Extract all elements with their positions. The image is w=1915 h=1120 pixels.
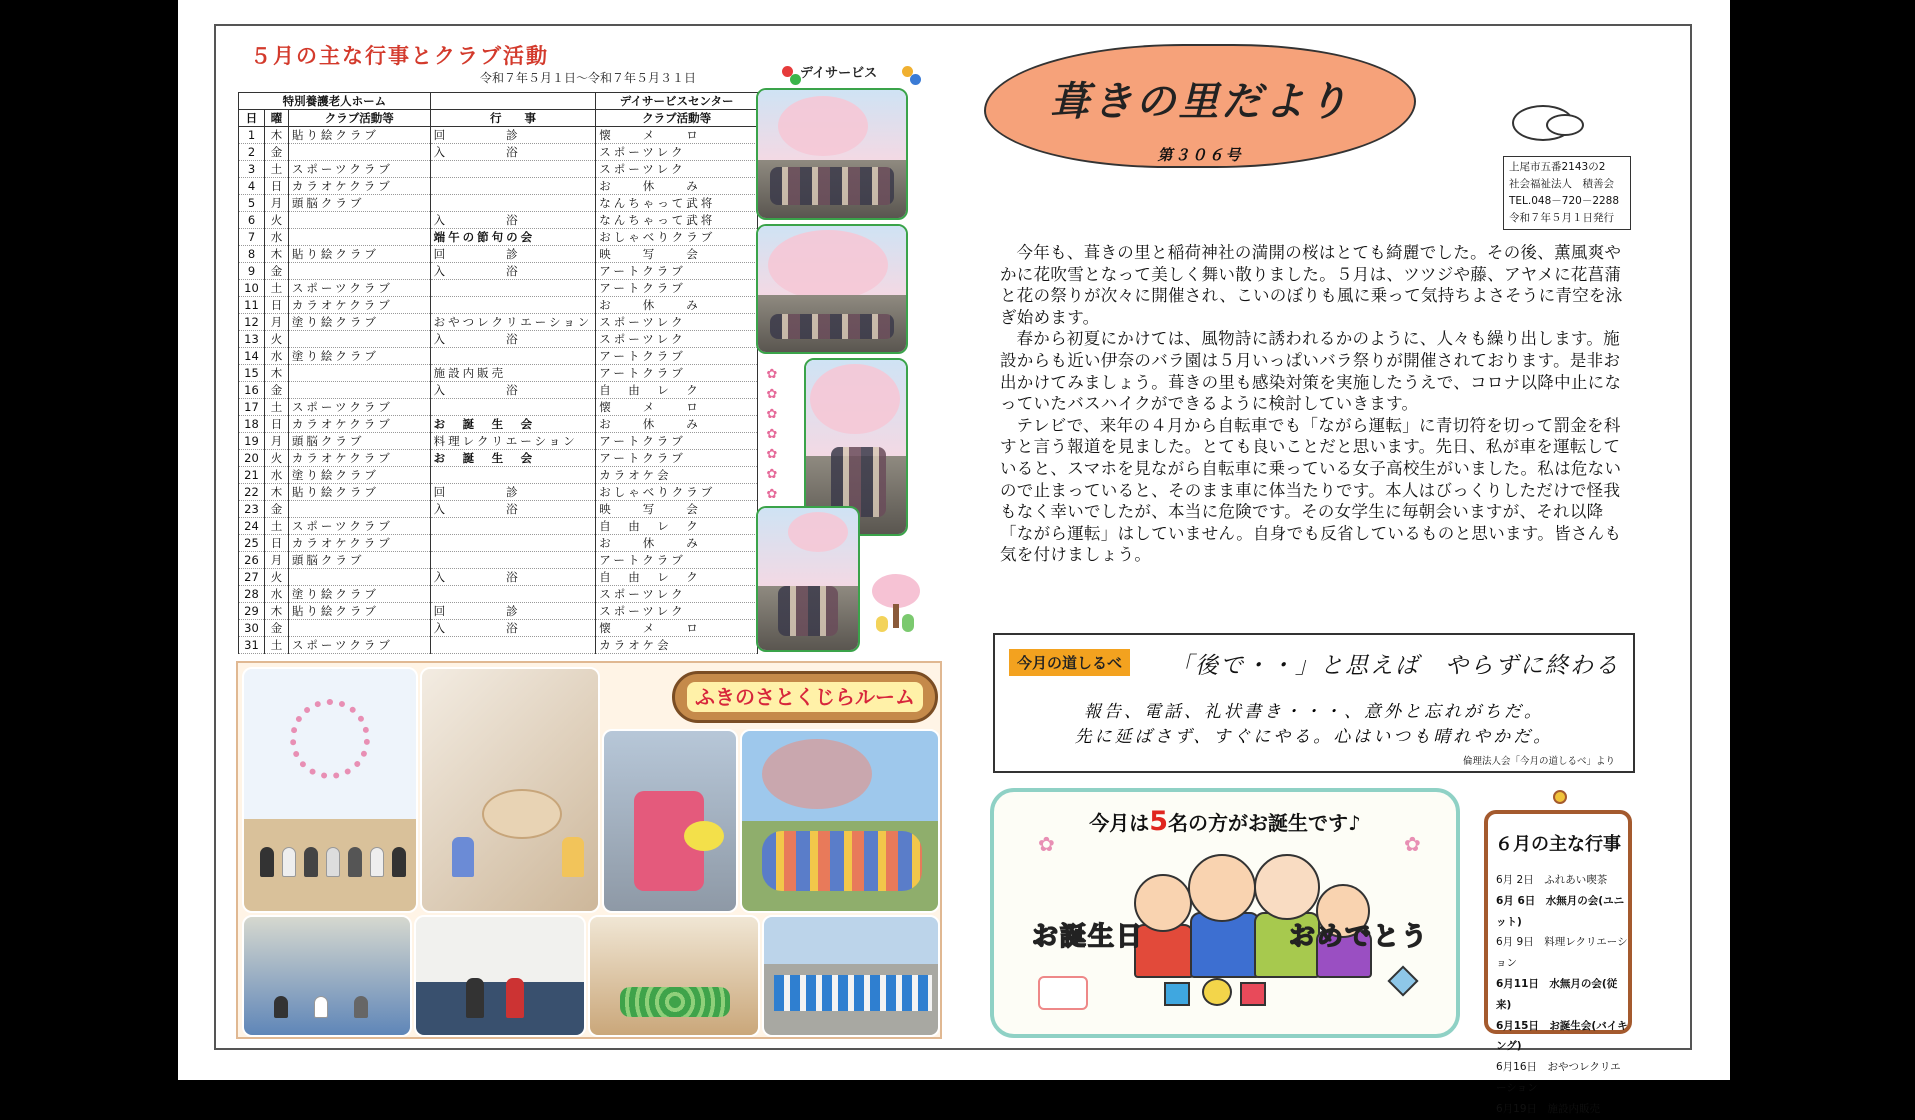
club-cell [288, 263, 430, 280]
event-cell: 入 浴 [430, 263, 596, 280]
weekday-cell: 水 [264, 586, 288, 603]
flower-right-icon: ✿ [1404, 832, 1421, 856]
weekday-cell: 月 [264, 433, 288, 450]
ds-club-cell: 懐 メ ロ [596, 620, 758, 637]
tel-line: TEL.048－720－2288 [1509, 195, 1620, 207]
schedule-date-range: 令和７年５月１日～令和７年５月３１日 [480, 71, 697, 85]
newsletter-sheet [178, 0, 1730, 1115]
flowers-icon [1202, 978, 1232, 1006]
col-ds-club: クラブ活動等 [596, 110, 758, 127]
ds-club-cell: 懐 メ ロ [596, 399, 758, 416]
event-cell: 入 浴 [430, 382, 596, 399]
publisher-box [1503, 156, 1631, 230]
event-cell: 入 浴 [430, 620, 596, 637]
club-cell: 貼り絵クラブ [288, 603, 430, 620]
weekday-cell: 火 [264, 450, 288, 467]
schedule-row [239, 280, 758, 297]
ds-club-cell: アートクラブ [596, 280, 758, 297]
ds-club-cell: なんちゃって武将 [596, 195, 758, 212]
club-cell: 頭脳クラブ [288, 433, 430, 450]
june-event-item: 6月19日 施設内販売 [1496, 1102, 1601, 1115]
weekday-cell: 日 [264, 535, 288, 552]
ds-club-cell: 映 写 会 [596, 246, 758, 263]
event-cell: 回 診 [430, 603, 596, 620]
ds-club-cell: 映 写 会 [596, 501, 758, 518]
schedule-row [239, 484, 758, 501]
schedule-row [239, 331, 758, 348]
day-cell: 13 [239, 331, 265, 348]
schedule-row [239, 382, 758, 399]
ds-club-cell: アートクラブ [596, 552, 758, 569]
col-day: 日 [239, 110, 265, 127]
event-cell: 回 診 [430, 127, 596, 144]
event-spacer-header [430, 93, 596, 110]
masthead [984, 44, 1416, 168]
schedule-row [239, 552, 758, 569]
event-cell [430, 586, 596, 603]
club-cell: 貼り絵クラブ [288, 484, 430, 501]
day-cell: 10 [239, 280, 265, 297]
day-cell: 28 [239, 586, 265, 603]
event-cell: 料理レクリエーション [430, 433, 596, 450]
weekday-cell: 火 [264, 569, 288, 586]
event-cell: 入 浴 [430, 501, 596, 518]
birthday-card [990, 788, 1460, 1038]
event-cell [430, 297, 596, 314]
birthday-banner-left: お誕生日 [1032, 922, 1145, 952]
june-event-item: 6月 2日 ふれあい喫茶 [1496, 874, 1608, 886]
ds-club-cell: 懐 メ ロ [596, 127, 758, 144]
main-article [1000, 242, 1626, 566]
schedule-row [239, 178, 758, 195]
ds-club-cell: スポーツレク [596, 586, 758, 603]
event-cell [430, 178, 596, 195]
schedule-row [239, 399, 758, 416]
club-cell: スポーツクラブ [288, 637, 430, 654]
club-cell [288, 331, 430, 348]
event-cell [430, 348, 596, 365]
day-cell: 4 [239, 178, 265, 195]
weekday-cell: 土 [264, 280, 288, 297]
monthly-motto-box [993, 633, 1635, 773]
club-cell: スポーツクラブ [288, 161, 430, 178]
club-cell: 塗り絵クラブ [288, 348, 430, 365]
article-paragraph: テレビで、来年の４月から自転車でも「ながら運転」に青切符を切って罰金を科すと言う報道を見ました。とても良いことだと思います。先日、私が車を運転していると、スマホを見ながら自転車に乗っている女子高校生がいました。私は危ないので止まっていると、そのまま車に体当たりです。本人はびっくりしただけで怪我もなく幸いでしたが、本当に危険です。その女学生に毎朝会いますが、それ以降「ながら運転」はしていません。自身でも反省しているものと思います。皆さんも気を付けましょう。 [1000, 415, 1622, 565]
weekday-cell: 金 [264, 144, 288, 161]
club-cell [288, 501, 430, 518]
schedule-row [239, 586, 758, 603]
day-service-photo-2 [756, 224, 908, 354]
schedule-row [239, 246, 758, 263]
event-cell [430, 535, 596, 552]
event-cell: 回 診 [430, 484, 596, 501]
birthday-banner-right: おめでとう [1289, 922, 1430, 952]
day-cell: 31 [239, 637, 265, 654]
schedule-row [239, 348, 758, 365]
weekday-cell: 土 [264, 637, 288, 654]
day-service-photo-1 [756, 88, 908, 220]
ds-club-cell: おしゃべりクラブ [596, 229, 758, 246]
col-event: 行 事 [430, 110, 596, 127]
weekday-cell: 木 [264, 603, 288, 620]
pin-icon [1553, 790, 1567, 804]
schedule-row [239, 229, 758, 246]
ds-club-cell: アートクラブ [596, 433, 758, 450]
event-cell: 入 浴 [430, 331, 596, 348]
article-paragraph: 春から初夏にかけては、風物詩に誘われるかのように、人々も繰り出します。施設からも近い伊奈のバラ園は５月いっぱいバラ祭りが開催されております。是非お出かけてみましょう。葺きの里も感染対策を実施したうえで、コロナ以降中止になっていたバスハイクができるように検討していきます。 [1000, 329, 1622, 414]
june-event-item: 6月 9日 料理レクリエーション [1496, 936, 1628, 970]
club-cell: 頭脳クラブ [288, 195, 430, 212]
schedule-row [239, 127, 758, 144]
schedule-row [239, 535, 758, 552]
balloon-icon [1387, 965, 1418, 996]
day-cell: 1 [239, 127, 265, 144]
schedule-row [239, 569, 758, 586]
day-cell: 8 [239, 246, 265, 263]
ds-club-cell: カラオケ会 [596, 637, 758, 654]
weekday-cell: 日 [264, 297, 288, 314]
day-cell: 27 [239, 569, 265, 586]
day-cell: 2 [239, 144, 265, 161]
kids-photo-1 [242, 667, 418, 913]
day-service-label: デイサービス [800, 66, 878, 81]
schedule-row [239, 518, 758, 535]
kids-photo-4 [740, 729, 940, 913]
schedule-row [239, 620, 758, 637]
day-cell: 9 [239, 263, 265, 280]
weekday-cell: 水 [264, 467, 288, 484]
day-cell: 12 [239, 314, 265, 331]
birthday-post: 名の方がお誕生です♪ [1168, 811, 1361, 835]
weekday-cell: 日 [264, 178, 288, 195]
day-cell: 5 [239, 195, 265, 212]
kids-photo-7 [588, 915, 760, 1037]
day-cell: 18 [239, 416, 265, 433]
day-cell: 15 [239, 365, 265, 382]
schedule-row [239, 144, 758, 161]
club-cell: 貼り絵クラブ [288, 127, 430, 144]
schedule-row [239, 212, 758, 229]
club-cell: スポーツクラブ [288, 399, 430, 416]
club-cell [288, 144, 430, 161]
schedule-row [239, 416, 758, 433]
cake-icon [1038, 976, 1088, 1010]
schedule-title: ５月の主な行事とクラブ活動 [250, 44, 549, 68]
club-cell: カラオケクラブ [288, 535, 430, 552]
schedule-row [239, 433, 758, 450]
schedule-row [239, 450, 758, 467]
birthday-count: 5 [1149, 806, 1169, 837]
weekday-cell: 木 [264, 484, 288, 501]
address-line: 上尾市五番2143の2 [1509, 161, 1606, 173]
ds-club-cell: スポーツレク [596, 144, 758, 161]
ds-club-cell: アートクラブ [596, 450, 758, 467]
june-title: ６月の主な行事 [1495, 834, 1621, 855]
ds-club-cell: アートクラブ [596, 365, 758, 382]
motto-line-1: 報告、電話、礼状書き・・・、意外と忘れがちだ。 [1084, 702, 1544, 722]
decor-oval-small-icon [1546, 114, 1584, 136]
event-cell [430, 161, 596, 178]
schedule-row [239, 501, 758, 518]
day-cell: 22 [239, 484, 265, 501]
schedule-table [238, 92, 758, 654]
kids-photo-8 [762, 915, 940, 1037]
present-icon [1240, 982, 1266, 1006]
day-cell: 24 [239, 518, 265, 535]
event-cell [430, 467, 596, 484]
weekday-cell: 土 [264, 518, 288, 535]
schedule-row [239, 467, 758, 484]
club-cell [288, 365, 430, 382]
event-cell [430, 195, 596, 212]
weekday-cell: 金 [264, 501, 288, 518]
day-cell: 3 [239, 161, 265, 178]
kids-room-section [236, 661, 942, 1039]
schedule-row [239, 161, 758, 178]
article-paragraph: 今年も、葺きの里と稲荷神社の満開の桜はとても綺麗でした。その後、薫風爽やかに花吹雪となって美しく舞い散りました。５月は、ツツジや藤、アヤメに花菖蒲と花の祭りが次々に開催され、こいのぼりも風に乗って気持ちよさそうに青空を泳ぎ始めます。 [1000, 243, 1623, 327]
ds-club-cell: スポーツレク [596, 314, 758, 331]
club-cell [288, 620, 430, 637]
day-cell: 25 [239, 535, 265, 552]
day-cell: 14 [239, 348, 265, 365]
kids-photo-5 [242, 915, 412, 1037]
issue-number: 第３０６号 [1157, 146, 1243, 164]
weekday-cell: 木 [264, 127, 288, 144]
june-event-item: 6月11日 水無月の会(従来) [1496, 977, 1618, 1011]
schedule-row [239, 263, 758, 280]
day-cell: 11 [239, 297, 265, 314]
club-cell: カラオケクラブ [288, 178, 430, 195]
col-club: クラブ活動等 [288, 110, 430, 127]
day-cell: 19 [239, 433, 265, 450]
ds-club-cell: 自 由 レ ク [596, 518, 758, 535]
schedule-row [239, 637, 758, 654]
ds-club-cell: アートクラブ [596, 348, 758, 365]
org-line: 社会福祉法人 積善会 [1509, 178, 1614, 190]
birthday-title [994, 806, 1456, 837]
event-cell [430, 518, 596, 535]
club-cell: 貼り絵クラブ [288, 246, 430, 263]
event-cell [430, 280, 596, 297]
schedule-row [239, 314, 758, 331]
weekday-cell: 水 [264, 229, 288, 246]
kids-photo-3 [602, 729, 738, 913]
weekday-cell: 月 [264, 314, 288, 331]
motto-tag: 今月の道しるべ [1009, 649, 1130, 676]
club-cell: カラオケクラブ [288, 297, 430, 314]
ds-club-cell: カラオケ会 [596, 467, 758, 484]
day-cell: 29 [239, 603, 265, 620]
club-cell [288, 229, 430, 246]
day-cell: 6 [239, 212, 265, 229]
kids-room-title-board [672, 671, 938, 723]
cherry-tree-illustration-icon [868, 574, 924, 634]
day-cell: 16 [239, 382, 265, 399]
motto-headline: 「後で・・」と思えば やらずに終わる [1170, 653, 1620, 679]
kids-photo-6 [414, 915, 586, 1037]
ds-club-cell: お 休 み [596, 297, 758, 314]
day-cell: 17 [239, 399, 265, 416]
day-cell: 30 [239, 620, 265, 637]
schedule-row [239, 603, 758, 620]
motto-line-2: 先に延ばさず、すぐにやる。心はいつも晴れやかだ。 [1074, 727, 1554, 747]
motto-source: 倫理法人会「今月の道しるべ」より [1462, 756, 1615, 767]
ds-club-cell: お 休 み [596, 416, 758, 433]
ds-club-cell: スポーツレク [596, 603, 758, 620]
june-event-list [1496, 870, 1628, 1120]
day-cell: 7 [239, 229, 265, 246]
event-cell: お 誕 生 会 [430, 416, 596, 433]
event-cell: 入 浴 [430, 212, 596, 229]
event-cell [430, 399, 596, 416]
club-cell: 塗り絵クラブ [288, 467, 430, 484]
group-home-header: 特別養護老人ホーム [239, 93, 431, 110]
ds-club-cell: なんちゃって武将 [596, 212, 758, 229]
schedule-row [239, 297, 758, 314]
kids-photo-2 [420, 667, 600, 913]
weekday-cell: 金 [264, 382, 288, 399]
weekday-cell: 月 [264, 195, 288, 212]
newsletter-title: 葺きの里だより [1049, 79, 1351, 125]
club-cell: 塗り絵クラブ [288, 314, 430, 331]
ds-club-cell: お 休 み [596, 535, 758, 552]
event-cell: 施設内販売 [430, 365, 596, 382]
weekday-cell: 日 [264, 416, 288, 433]
event-cell [430, 637, 596, 654]
cherry-blossom-decor-icon: ✿ ✿ ✿ ✿ ✿ ✿ ✿ [766, 367, 778, 502]
club-cell: カラオケクラブ [288, 450, 430, 467]
present-icon [1164, 982, 1190, 1006]
day-cell: 20 [239, 450, 265, 467]
weekday-cell: 土 [264, 161, 288, 178]
club-cell: 頭脳クラブ [288, 552, 430, 569]
club-cell [288, 382, 430, 399]
day-cell: 21 [239, 467, 265, 484]
weekday-cell: 火 [264, 212, 288, 229]
club-cell [288, 212, 430, 229]
weekday-cell: 金 [264, 620, 288, 637]
club-cell: 塗り絵クラブ [288, 586, 430, 603]
event-cell [430, 552, 596, 569]
weekday-cell: 金 [264, 263, 288, 280]
day-cell: 23 [239, 501, 265, 518]
club-cell: スポーツクラブ [288, 518, 430, 535]
event-cell: 入 浴 [430, 144, 596, 161]
flower-left-icon: ✿ [1038, 832, 1055, 856]
ds-club-cell: スポーツレク [596, 161, 758, 178]
event-cell: お 誕 生 会 [430, 450, 596, 467]
club-cell [288, 569, 430, 586]
ds-club-cell: 自 由 レ ク [596, 569, 758, 586]
june-event-item: 6月15日 お誕生会(バイキング) [1496, 1019, 1628, 1053]
schedule-row [239, 365, 758, 382]
ds-club-cell: 自 由 レ ク [596, 382, 758, 399]
schedule-body [239, 127, 758, 654]
issue-date-line: 令和７年５月１日発行 [1509, 212, 1614, 224]
june-event-item: 6月16日 おやつレクリエーション [1496, 1061, 1621, 1094]
col-weekday: 曜 [264, 110, 288, 127]
weekday-cell: 水 [264, 348, 288, 365]
ds-club-cell: お 休 み [596, 178, 758, 195]
weekday-cell: 木 [264, 246, 288, 263]
weekday-cell: 火 [264, 331, 288, 348]
ds-club-cell: スポーツレク [596, 331, 758, 348]
weekday-cell: 月 [264, 552, 288, 569]
weekday-cell: 土 [264, 399, 288, 416]
club-cell: スポーツクラブ [288, 280, 430, 297]
club-cell: カラオケクラブ [288, 416, 430, 433]
event-cell: 回 診 [430, 246, 596, 263]
event-cell: 入 浴 [430, 569, 596, 586]
june-event-item: 6月 6日 水無月の会(ユニット) [1496, 894, 1625, 928]
dot-blue-icon [910, 74, 921, 85]
birthday-pre: 今月は [1089, 811, 1150, 835]
day-cell: 26 [239, 552, 265, 569]
schedule-row [239, 195, 758, 212]
ds-club-cell: おしゃべりクラブ [596, 484, 758, 501]
event-cell: おやつレクリエーション [430, 314, 596, 331]
weekday-cell: 木 [264, 365, 288, 382]
group-day-header: デイサービスセンター [596, 93, 758, 110]
event-cell: 端午の節句の会 [430, 229, 596, 246]
kids-room-title: ふきのさとくじらルーム [687, 682, 923, 712]
ds-club-cell: アートクラブ [596, 263, 758, 280]
june-events-board [1484, 810, 1632, 1115]
